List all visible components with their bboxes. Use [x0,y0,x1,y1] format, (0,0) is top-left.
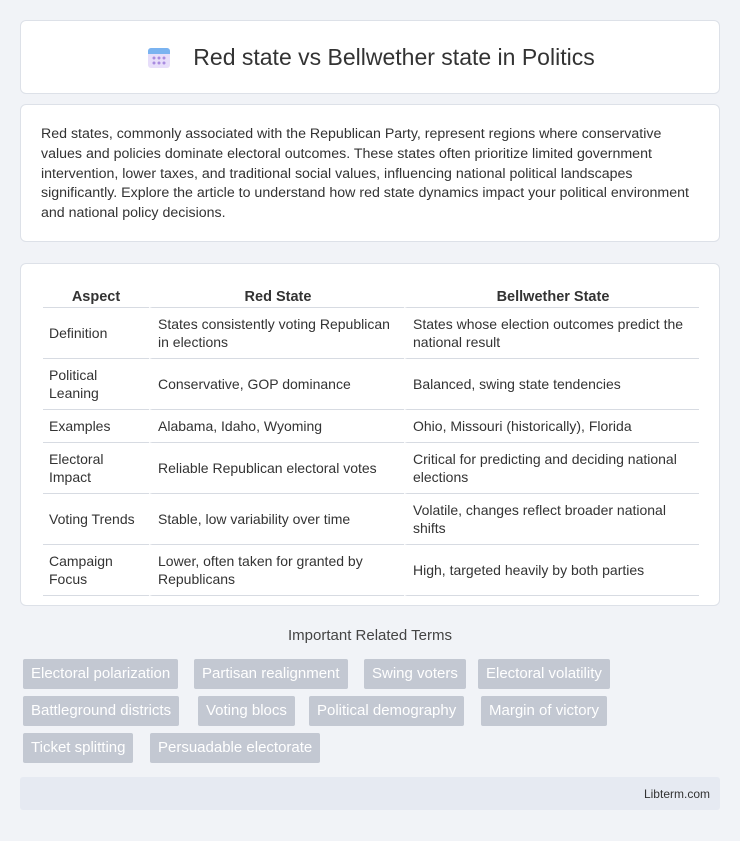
related-term-tag[interactable]: Voting blocs [198,696,295,726]
footer [20,777,720,810]
table-cell: States whose election outcomes predict the national result [404,308,699,359]
related-term-tag[interactable]: Electoral polarization [23,659,178,689]
table-cell: Political Leaning [43,359,149,410]
header-red-state: Red State [149,284,404,308]
table-cell: Electoral Impact [43,443,149,494]
table-cell: Ohio, Missouri (historically), Florida [404,410,699,443]
table-cell: Volatile, changes reflect broader national shifts [404,494,699,545]
table-cell: Alabama, Idaho, Wyoming [149,410,404,443]
table-row [43,494,699,545]
table-cell: Balanced, swing state tendencies [404,359,699,410]
table-cell: Voting Trends [43,494,149,545]
table-cell: Reliable Republican electoral votes [149,443,404,494]
table-row [43,545,699,596]
table-row [43,443,699,494]
table-cell: States consistently voting Republican in elections [149,308,404,359]
table-cell: Lower, often taken for granted by Republicans [149,545,404,596]
page-title: Red state vs Bellwether state in Politics [193,43,595,70]
calendar-icon [145,43,173,71]
table-row [43,410,699,443]
related-term-tag[interactable]: Partisan realignment [194,659,348,689]
intro-text: Red states, commonly associated with the Republican Party, represent regions where conservative values and policies dominate electoral outcomes. These states often prioritize limited government intervention, lower taxes, and traditional social values, influencing national political landscapes significantly. Explore the article to understand how red state dynamics impact your political environment and national policy decisions. [41,126,689,222]
table-row [43,359,699,410]
comparison-table-card [20,263,720,606]
intro-card [20,104,720,242]
table-cell: Campaign Focus [43,545,149,596]
title-card [20,20,720,94]
table-cell: Conservative, GOP dominance [149,359,404,410]
table-row [43,308,699,359]
footer-site-link[interactable]: Libterm.com [643,787,710,801]
related-term-tag[interactable]: Ticket splitting [23,733,133,763]
table-cell: Examples [43,410,149,443]
table-cell: Critical for predicting and deciding national elections [404,443,699,494]
header-bellwether-state: Bellwether State [404,284,699,308]
table-cell: Stable, low variability over time [149,494,404,545]
related-terms-title: Important Related Terms [288,627,452,644]
table-header-row [43,284,699,308]
related-term-tag[interactable]: Margin of victory [481,696,607,726]
related-term-tag[interactable]: Swing voters [364,659,466,689]
related-term-tag[interactable]: Battleground districts [23,696,179,726]
related-term-tag[interactable]: Electoral volatility [478,659,610,689]
table-cell: High, targeted heavily by both parties [404,545,699,596]
comparison-table [43,284,699,596]
table-cell: Definition [43,308,149,359]
related-term-tag[interactable]: Persuadable electorate [150,733,320,763]
related-term-tag[interactable]: Political demography [309,696,464,726]
header-aspect: Aspect [43,284,149,308]
